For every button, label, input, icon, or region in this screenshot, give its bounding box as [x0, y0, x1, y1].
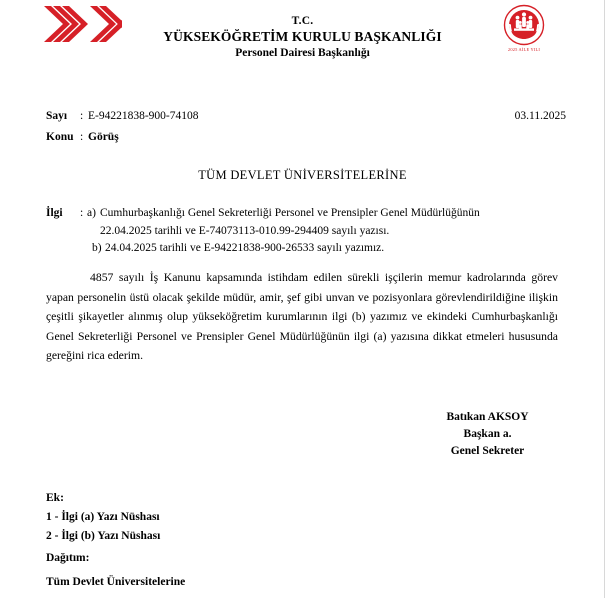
distribution-item: Tüm Devlet Üniversitelerine	[46, 576, 186, 588]
signer-name: Batıkan AKSOY	[446, 411, 529, 423]
attachment-item: 1 - İlgi (a) Yazı Nüshası	[46, 511, 160, 523]
ilgi-label: İlgi	[46, 207, 63, 219]
konu-value: Görüş	[88, 131, 119, 143]
signature-block	[400, 409, 575, 460]
reference-a-text-1: Cumhurbaşkanlığı Genel Sekreterliği Personel ve Prensipler Genel Müdürlüğünün	[100, 207, 480, 219]
ilgi-colon: :	[80, 207, 84, 219]
reference-a-line-2	[46, 223, 566, 241]
attachments-block	[46, 489, 160, 546]
signer-title: Genel Sekreter	[450, 445, 525, 457]
reference-b-line-1	[46, 240, 566, 258]
header-line-tc: T.C.	[291, 15, 314, 27]
reference-a-text-2: 22.04.2025 tarihli ve E-74073113-010.99-294409 sayılı yazısı.	[100, 224, 390, 237]
konu-label: Konu	[46, 131, 74, 143]
signer-on-behalf: Başkan a.	[463, 428, 512, 440]
references-block	[46, 205, 566, 258]
attachment-item: 2 - İlgi (b) Yazı Nüshası	[46, 530, 161, 542]
sayi-value: E-94221838-900-74108	[88, 110, 199, 122]
reference-b-marker: b)	[92, 242, 102, 254]
header-line-department: Personel Dairesi Başkanlığı	[235, 47, 370, 59]
meta-row-konu	[46, 127, 566, 148]
logo-caption-text: 2025 AİLE YILI	[507, 47, 541, 52]
header-line-institution: YÜKSEKÖĞRETİM KURULU BAŞKANLIĞI	[163, 29, 442, 44]
konu-colon: :	[80, 131, 84, 143]
distribution-block	[46, 548, 185, 593]
meta-row-sayi	[46, 106, 566, 127]
body-paragraph: 4857 sayılı İş Kanunu kapsamında istihdam edilen sürekli işçilerin memur kadrolarında görev yapan personelin üstü olacak şekilde müdür, amir, şef gibi unvan ve pozisyonlara görevlendirildiğine ilişkin çeşitli şikayetler alınmış olup yükseköğretim kurumlarının ilgi (b) yazımız ve ekindeki Cumhurbaşkanlığı Genel Sekreterliği Personel ve Prensipler Genel Müdürlüğünün ilgi (a) yazısına dikkat etmeleri hususunda gereğini rica ederim.	[46, 271, 558, 362]
reference-a-marker: a)	[87, 207, 96, 219]
sayi-colon: :	[80, 110, 84, 122]
addressee-heading: TÜM DEVLET ÜNİVERSİTELERİNE	[198, 168, 407, 182]
header-title-block	[0, 14, 605, 61]
document-meta-block	[46, 106, 566, 148]
document-date: 03.11.2025	[514, 110, 566, 122]
sayi-label: Sayı	[46, 110, 68, 122]
reference-b-text-1: 24.04.2025 tarihli ve E-94221838-900-26533 sayılı yazımız.	[105, 242, 385, 254]
distribution-title: Dağıtım:	[46, 552, 90, 564]
reference-a-line-1	[46, 205, 566, 223]
attachments-title: Ek:	[46, 492, 64, 504]
document-header	[0, 0, 605, 82]
